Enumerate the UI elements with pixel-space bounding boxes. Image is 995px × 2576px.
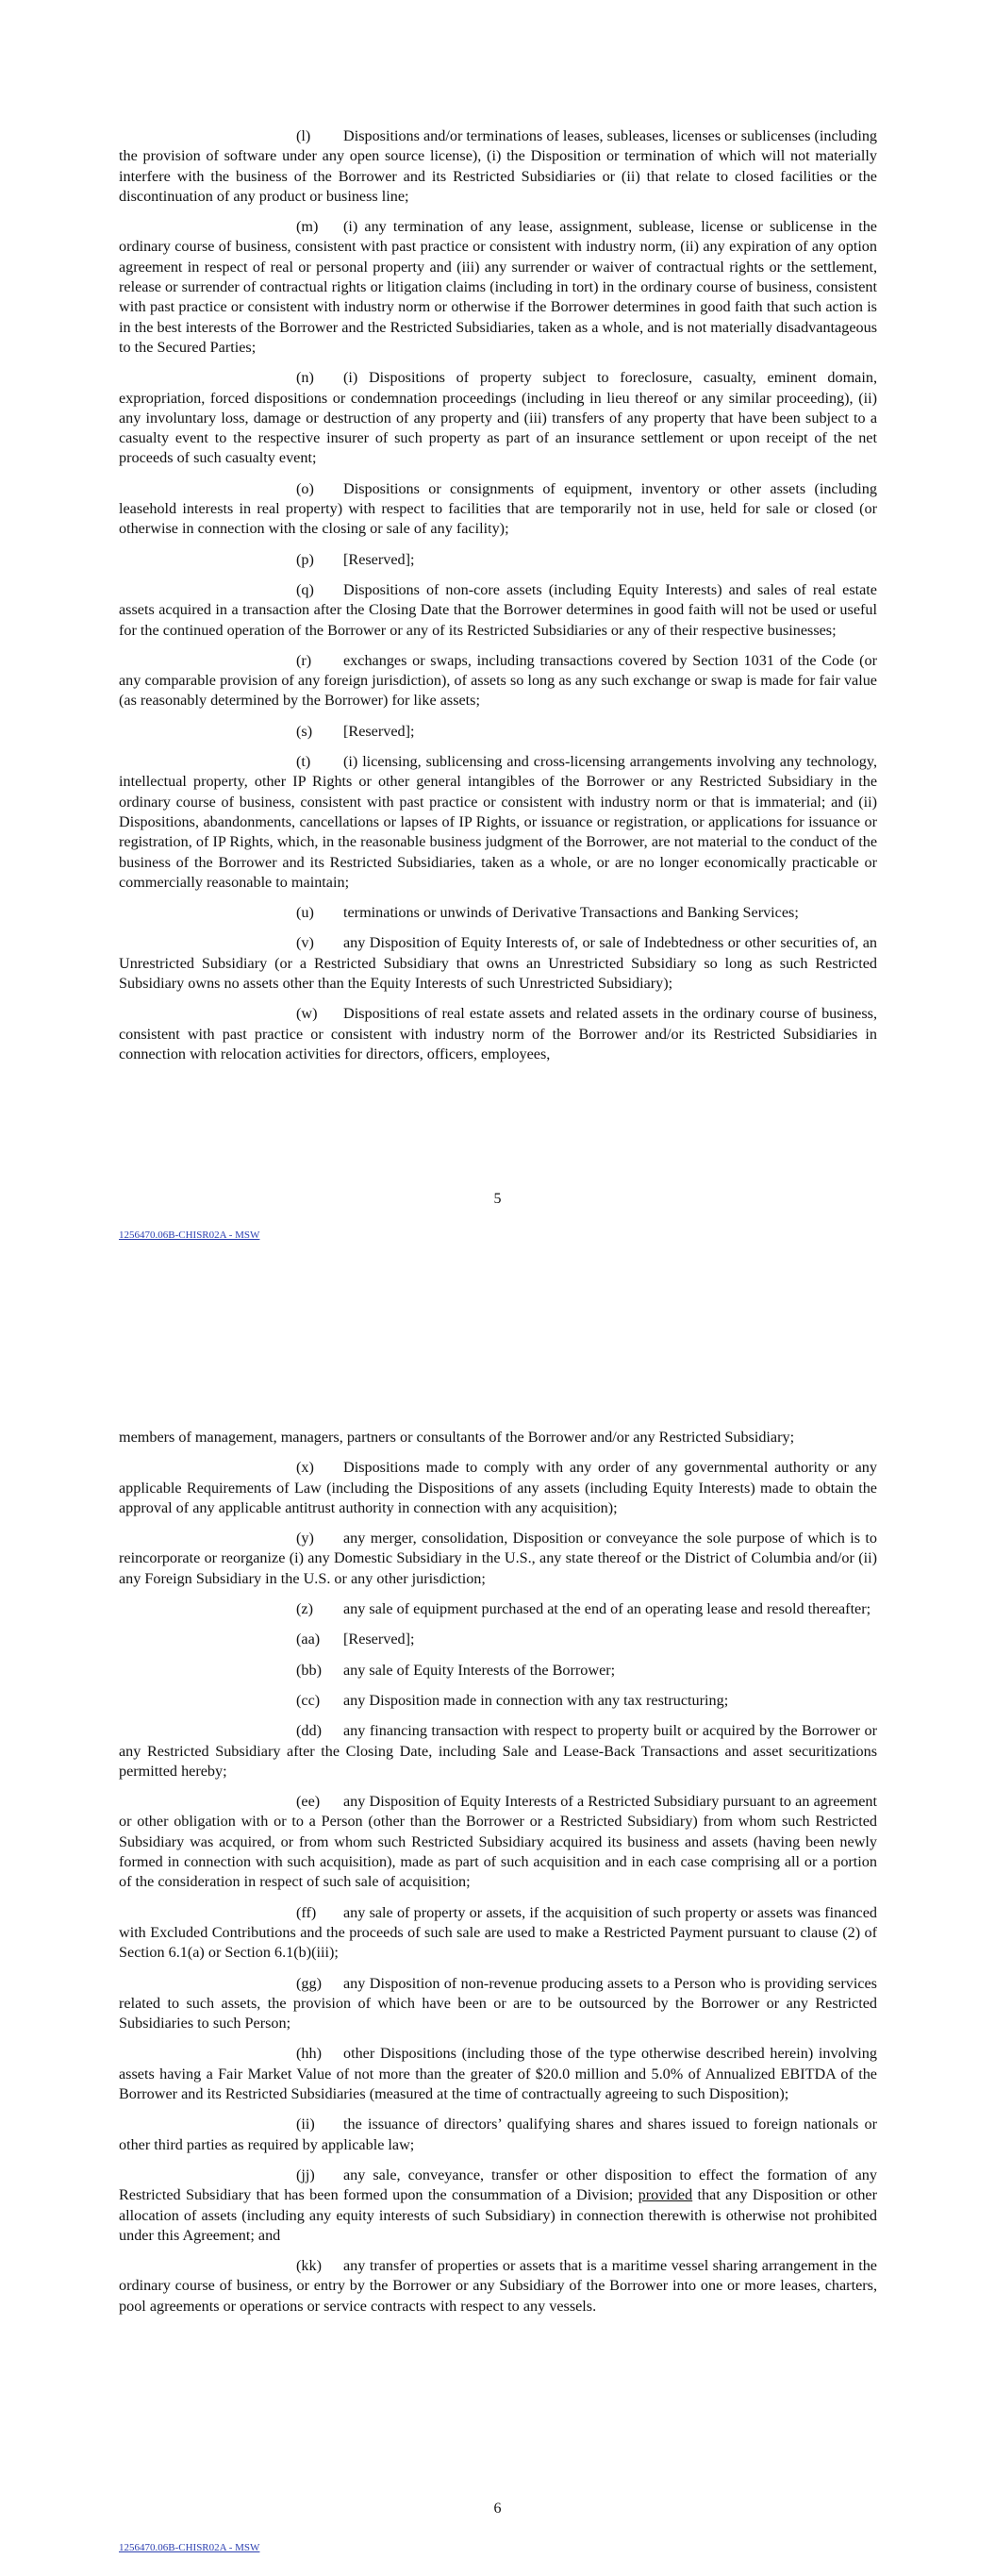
clause-l xyxy=(119,126,877,207)
clause-p xyxy=(119,550,877,570)
clause-hh xyxy=(119,2044,877,2104)
clause-text: any sale of equipment purchased at the end of an operating lease and resold thereafter; xyxy=(343,1600,871,1618)
clause-jj xyxy=(119,2166,877,2246)
document-page-6 xyxy=(0,1288,995,2576)
clause-m xyxy=(119,217,877,358)
clause-label: (hh) xyxy=(296,2045,322,2063)
clause-cc xyxy=(119,1691,877,1711)
clause-label: (aa) xyxy=(296,1631,321,1648)
clause-text: (i) licensing, sublicensing and cross-licensing arrangements involving any technology, intellectual property, other IP Rights or other general intangibles of the Borrower or any Restricted Subsidiary in the ordinary course of business, consistent with past practice or consistent with industry norm or that is immaterial; and (ii) Dispositions, abandonments, cancellations or lapses of IP Rights, or issuance or registration, or applications for issuance or registration, of IP Rights, which, in the reasonable business judgment of the Borrower, are not material to the conduct of the business of the Borrower and its Restricted Subsidiaries, taken as a whole, or are no longer economically practicable or commercially reasonable to maintain; xyxy=(119,753,877,891)
clause-label: (cc) xyxy=(296,1691,321,1709)
clause-s xyxy=(119,722,877,742)
clause-dd xyxy=(119,1721,877,1781)
clause-label: (gg) xyxy=(296,1974,322,1992)
clause-z xyxy=(119,1599,877,1619)
clause-label: (p) xyxy=(296,550,314,568)
clause-bb xyxy=(119,1661,877,1681)
document-id-footer-link[interactable]: 1256470.06B-CHISR02A - MSW xyxy=(119,1229,260,1241)
clause-label: (dd) xyxy=(296,1722,322,1740)
clause-text-before: any sale, conveyance, transfer or other disposition to effect the formation of any Restricted Subsidiary that has been formed upon the consummation of a Division; xyxy=(119,2166,877,2204)
clause-y xyxy=(119,1529,877,1589)
clause-aa xyxy=(119,1630,877,1649)
clause-text: the issuance of directors’ qualifying shares and shares issued to foreign nationals or other third parties as required by applicable law; xyxy=(119,2116,877,2153)
clause-label: (kk) xyxy=(296,2257,322,2275)
clause-text: exchanges or swaps, including transactions covered by Section 1031 of the Code (or any comparable provision of any foreign jurisdiction), of assets so long as any such exchange or swap is made for fair value (as reasonably determined by the Borrower) for like assets; xyxy=(119,651,877,710)
page-number: 6 xyxy=(493,2501,502,2517)
clause-text: any financing transaction with respect to property built or acquired by the Borrower or any Restricted Subsidiary after the Closing Date, including Sale and Lease-Back Transactions and asset securitizations permitted hereby; xyxy=(119,1722,877,1780)
clause-text: any sale of Equity Interests of the Borrower; xyxy=(343,1661,616,1679)
clause-ii xyxy=(119,2115,877,2155)
clause-text: Dispositions of non-core assets (including Equity Interests) and sales of real estate assets acquired in a transaction after the Closing Date that the Borrower determines in good faith will not be used or useful for the continued operation of the Borrower or any of its Restricted Subsidiaries or any of their respective businesses; xyxy=(119,580,877,639)
clause-text: any Disposition of non-revenue producing assets to a Person who is providing services related to such assets, the provision of which have been or are to be outsourced by the Borrower or any Restricted Subsidiaries to such Person; xyxy=(119,1974,877,2032)
clause-text: [Reserved]; xyxy=(343,550,415,568)
clause-text: Dispositions or consignments of equipment, inventory or other assets (including leasehold interests in real property) with respect to facilities that are temporarily not in use, held for sale or closed (or otherwise in connection with the closing or sale of any facility); xyxy=(119,479,877,538)
clause-u xyxy=(119,903,877,923)
clause-text: (i) any termination of any lease, assignment, sublease, license or sublicense in the ordinary course of business, consistent with past practice or consistent with industry norm, (ii) any expiration of any option agreement in respect of real or personal property and (iii) any surrender or waiver of contractual rights or the settlement, release or surrender of contractual rights or litigation claims (including in tort) in the ordinary course of business, consistent with past practice or consistent with industry norm or otherwise if the Borrower determines in good faith that such action is in the best interests of the Borrower and the Restricted Subsidiaries, taken as a whole, and is not materially disadvantageous to the Secured Parties; xyxy=(119,218,877,356)
page-6-body xyxy=(119,1428,877,2327)
clause-label: (o) xyxy=(296,479,314,497)
clause-label: (z) xyxy=(296,1600,313,1618)
page-number: 5 xyxy=(493,1191,502,1207)
clause-label: (r) xyxy=(296,651,312,669)
clause-text: any merger, consolidation, Disposition or conveyance the sole purpose of which is to reincorporate or reorganize (i) any Domestic Subsidiary in the U.S., any state thereof or the District of Columbia and/or (ii) any Foreign Subsidiary in the U.S. or any other jurisdiction; xyxy=(119,1530,877,1587)
clause-kk xyxy=(119,2256,877,2317)
clause-n xyxy=(119,368,877,468)
clause-label: (m) xyxy=(296,218,319,236)
clause-t xyxy=(119,752,877,893)
clause-text: any Disposition made in connection with any tax restructuring; xyxy=(343,1691,729,1709)
clause-text: [Reserved]; xyxy=(343,1631,415,1648)
clause-text: any Disposition of Equity Interests of a Restricted Subsidiary pursuant to an agreement or other obligation with or to a Person (other than the Borrower or a Restricted Subsidiary) from whom such Restricted Subsidiary was acquired, or from whom such Restricted Subsidiary acquired its business and assets (having been newly formed in connection with such acquisition), made as part of such acquisition and in each case comprising all or a portion of the consideration in respect of such sale of acquisition; xyxy=(119,1793,877,1891)
clause-text: [Reserved]; xyxy=(343,722,415,740)
clause-text: (i) Dispositions of property subject to foreclosure, casualty, eminent domain, expropriation, forced dispositions or condemnation proceedings (including in lieu thereof or any similar proceeding), (ii) any involuntary loss, damage or destruction of any property and (iii) transfers of any property that have been subject to a casualty event to the respective insurer of such property as part of an insurance settlement or upon receipt of the net proceeds of such casualty event; xyxy=(119,369,877,467)
clause-label: (ff) xyxy=(296,1903,317,1921)
clause-label: (ii) xyxy=(296,2116,315,2133)
clause-text: Dispositions of real estate assets and related assets in the ordinary course of business, consistent with past practice or consistent with industry norm of the Borrower and/or its Restricted Subsidiaries in connection with relocation activities for directors, officers, employees, xyxy=(119,1005,877,1062)
page-5-body xyxy=(119,126,877,1075)
clause-ff xyxy=(119,1903,877,1964)
clause-o xyxy=(119,479,877,540)
clause-q xyxy=(119,580,877,641)
clause-text: Dispositions made to comply with any order of any governmental authority or any applicable Requirements of Law (including the Dispositions of any assets (including Equity Interests) made to obtain the approval of any applicable antitrust authority in connection with any acquisition); xyxy=(119,1459,877,1516)
clause-w xyxy=(119,1004,877,1064)
clause-label: (w) xyxy=(296,1005,318,1023)
clause-ee xyxy=(119,1792,877,1892)
clause-label: (y) xyxy=(296,1530,314,1547)
clause-label: (t) xyxy=(296,753,311,771)
clause-label: (n) xyxy=(296,369,314,387)
clause-label: (u) xyxy=(296,904,314,922)
clause-label: (l) xyxy=(296,127,311,144)
clause-label: (q) xyxy=(296,580,314,598)
clause-v xyxy=(119,933,877,994)
provided-term: provided xyxy=(638,2186,693,2204)
clause-x xyxy=(119,1458,877,1518)
document-id-footer-link[interactable]: 1256470.06B-CHISR02A - MSW xyxy=(119,2542,260,2553)
clause-text: any sale of property or assets, if the acquisition of such property or assets was financed with Excluded Contributions and the proceeds of such sale are used to make a Restricted Payment pursuant to clause (2) of Section 6.1(a) or Section 6.1(b)(iii); xyxy=(119,1903,877,1962)
clause-label: (ee) xyxy=(296,1793,321,1811)
clause-gg xyxy=(119,1974,877,2034)
clause-label: (jj) xyxy=(296,2166,315,2183)
clause-text: Dispositions and/or terminations of leases, subleases, licenses or sublicenses (including the provision of software under any open source license), (i) the Disposition or termination of which will not materially interfere with the business of the Borrower and its Restricted Subsidiaries or (ii) that relate to closed facilities or the discontinuation of any product or business line; xyxy=(119,127,878,205)
clause-text: any Disposition of Equity Interests of, or sale of Indebtedness or other securities of, an Unrestricted Subsidiary (or a Restricted Subsidiary that owns an Unrestricted Subsidiary so long as such Restricted Subsidiary owns no assets other than the Equity Interests of such Unrestricted Subsidiary); xyxy=(119,934,877,992)
clause-label: (x) xyxy=(296,1459,314,1477)
clause-text: terminations or unwinds of Derivative Transactions and Banking Services; xyxy=(343,904,799,922)
clause-r xyxy=(119,651,877,711)
clause-text: other Dispositions (including those of the type otherwise described herein) involving assets having a Fair Market Value of not more than the greater of $20.0 million and 5.0% of Annualized EBITDA of the Borrower and its Restricted Subsidiaries (measured at the time of contractually agreeing to such Disposition); xyxy=(119,2045,877,2103)
clause-label: (bb) xyxy=(296,1661,322,1679)
clause-text-after: that any Disposition or other allocation of assets (including any equity interests of such Subsidiary) in connection therewith is otherwise not prohibited under this Agreement; and xyxy=(119,2186,877,2244)
clause-label: (s) xyxy=(296,722,313,740)
continuation-text: members of management, managers, partners or consultants of the Borrower and/or any Restricted Subsidiary; xyxy=(119,1429,795,1446)
clause-text: any transfer of properties or assets that is a maritime vessel sharing arrangement in the ordinary course of business, or entry by the Borrower or any Subsidiary of the Borrower into one or more leases, charters, pool agreements or operations or service contracts with respect to any vessels. xyxy=(119,2257,877,2315)
clause-label: (v) xyxy=(296,934,314,952)
